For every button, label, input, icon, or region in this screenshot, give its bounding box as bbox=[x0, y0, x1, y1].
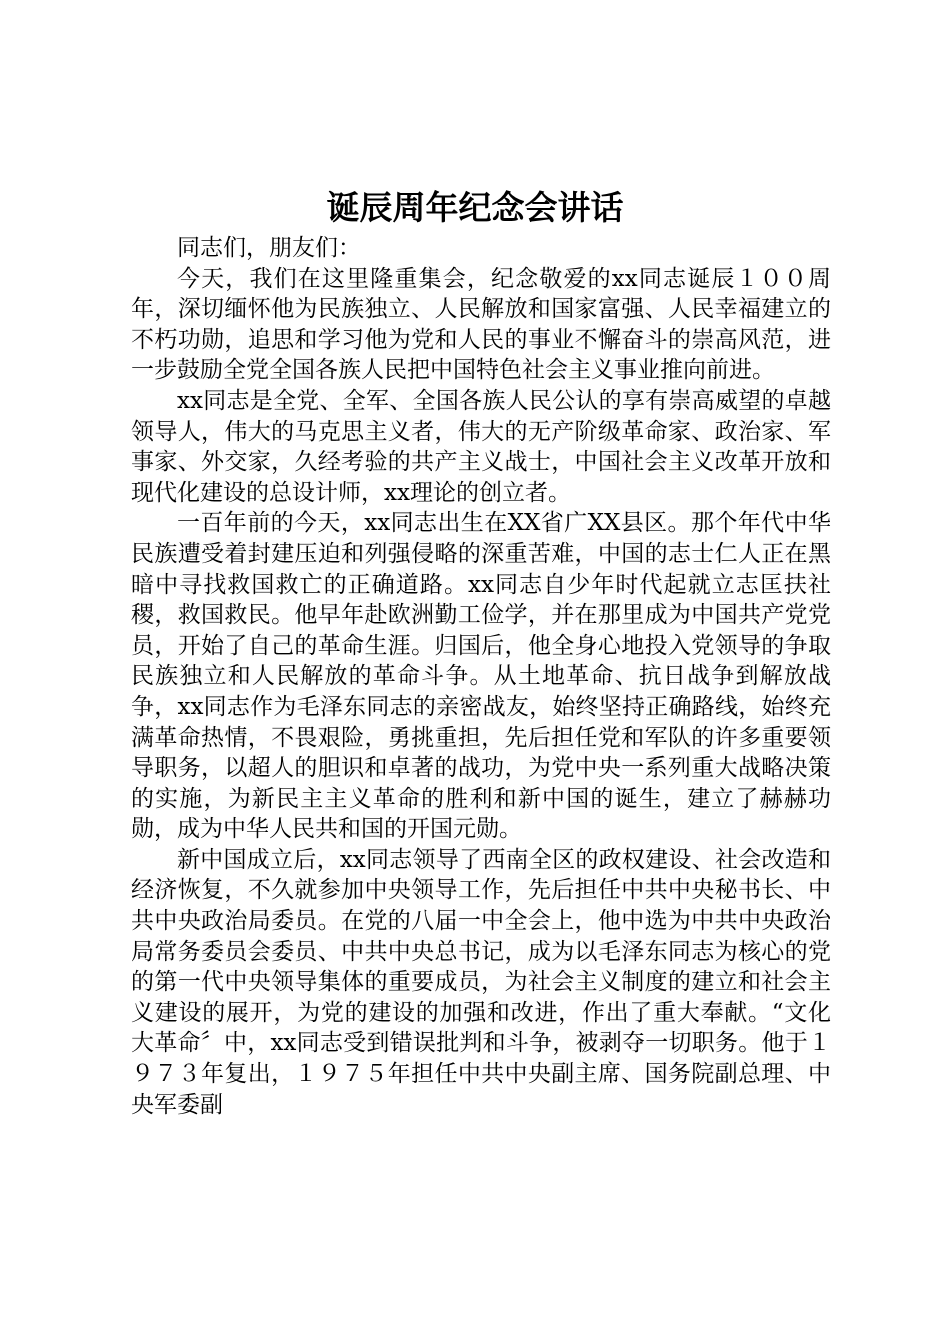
paragraph-after-founding: 新中国成立后，xx同志领导了西南全区的政权建设、社会改造和经济恢复，不久就参加中央领导工作，先后担任中共中央秘书长、中共中央政治局委员。在党的八届一中全会上，他中选为中共中央政治局常务委员会委员、中共中央总书记，成为以毛泽东同志为核心的党的第一代中央领导集体的重要成员，为社会主义制度的建立和社会主义建设的展开，为党的建设的加强和改进，作出了重大奉献。“文化大革命〞中，xx同志受到错误批判和斗争，被剥夺一切职务。他于１９７３年复出，１９７５年担任中共中央副主席、国务院副总理、中央军委副 bbox=[131, 846, 831, 1118]
document-body bbox=[131, 233, 831, 1120]
paragraph-early-life: 一百年前的今天，xx同志出生在XX省广XX县区。那个年代中华民族遭受着封建压迫和列强侵略的深重苦难，中国的志士仁人正在黑暗中寻找救国救亡的正确道路。xx同志自少年时代起就立志匡扶社稷，救国救民。他早年赴欧洲勤工俭学，并在那里成为中国共产党党员，开始了自己的革命生涯。归国后，他全身心地投入党领导的争取民族独立和人民解放的革命斗争。从土地革命、抗日战争到解放战争，xx同志作为毛泽东同志的亲密战友，始终坚持正确路线，始终充满革命热情，不畏艰险，勇挑重担，先后担任党和军队的许多重要领导职务，以超人的胆识和卓著的战功，为党中央一系列重大战略决策的实施，为新民主主义革命的胜利和新中国的诞生，建立了赫赫功勋，成为中华人民共和国的开国元勋。 bbox=[131, 510, 831, 843]
paragraph-salutation: 同志们，朋友们： bbox=[177, 235, 361, 261]
document-title: 诞辰周年纪念会讲话 bbox=[326, 188, 624, 227]
paragraph-tribute: xx同志是全党、全军、全国各族人民公认的享有崇高威望的卓越领导人，伟大的马克思主义者，伟大的无产阶级革命家、政治家、军事家、外交家，久经考验的共产主义战士，中国社会主义改革开放和现代化建设的总设计师，xx理论的创立者。 bbox=[131, 387, 831, 506]
paragraph-opening: 今天，我们在这里隆重集会，纪念敬爱的xx同志诞辰１００周年，深切缅怀他为民族独立、人民解放和国家富强、人民幸福建立的不朽功勋，追思和学习他为党和人民的事业不懈奋斗的崇高风范，进一步鼓励全党全国各族人民把中国特色社会主义事业推向前进。 bbox=[131, 265, 831, 384]
